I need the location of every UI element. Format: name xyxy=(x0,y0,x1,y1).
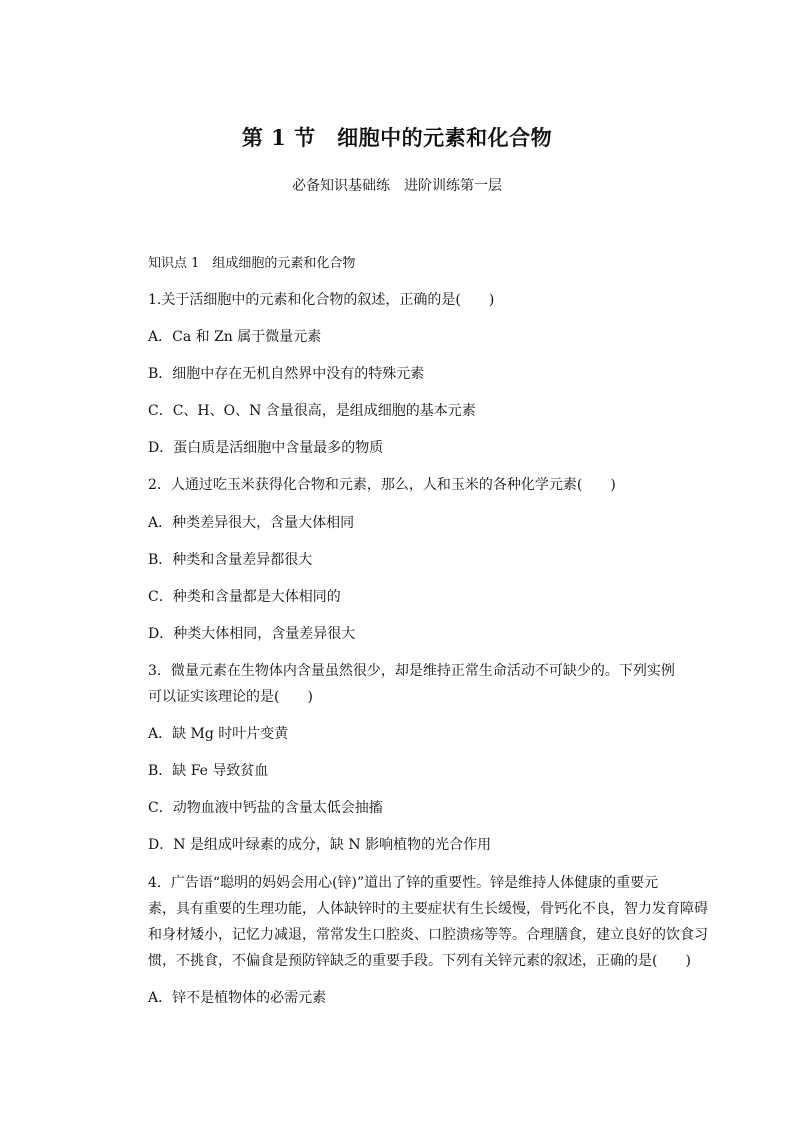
question-2-option-d: D．种类大体相同，含量差异很大 xyxy=(148,626,356,642)
question-4-stem-line-1: 4．广告语“聪明的妈妈会用心(锌)”道出了锌的重要性。锌是维持人体健康的重要元 xyxy=(148,875,659,891)
question-3-option-c: C．动物血液中钙盐的含量太低会抽搐 xyxy=(148,800,383,816)
question-4-stem-line-2: 素，具有重要的生理功能，人体缺锌时的主要症状有生长缓慢，骨钙化不良，智力发育障碍 xyxy=(148,901,708,917)
question-2-option-a: A．种类差异很大，含量大体相同 xyxy=(148,515,355,531)
question-1-option-d: D．蛋白质是活细胞中含量最多的物质 xyxy=(148,440,384,456)
question-3-option-d: D．N 是组成叶绿素的成分，缺 N 影响植物的光合作用 xyxy=(148,837,492,853)
question-3-stem-line-1: 3．微量元素在生物体内含量虽然很少，却是维持正常生命活动不可缺少的。下列实例 xyxy=(148,663,675,679)
question-2-option-c: C．种类和含量都是大体相同的 xyxy=(148,589,341,605)
question-1-option-a: A．Ca 和 Zn 属于微量元素 xyxy=(148,329,322,345)
question-1-option-b: B．细胞中存在无机自然界中没有的特殊元素 xyxy=(148,366,425,382)
question-2-option-b: B．种类和含量差异都很大 xyxy=(148,552,313,568)
question-4-stem-line-4: 惯，不挑食，不偏食是预防锌缺乏的重要手段。下列有关锌元素的叙述，正确的是( ) xyxy=(148,953,691,969)
question-1-stem: 1.关于活细胞中的元素和化合物的叙述，正确的是( ) xyxy=(148,292,495,308)
question-4-stem-line-3: 和身材矮小，记忆力减退，常常发生口腔炎、口腔溃疡等等。合理膳食，建立良好的饮食习 xyxy=(148,927,708,943)
page-title: 第 1 节 细胞中的元素和化合物 xyxy=(241,125,553,150)
question-4-option-a: A．锌不是植物体的必需元素 xyxy=(148,990,327,1006)
knowledge-point-heading: 知识点 1 组成细胞的元素和化合物 xyxy=(148,256,356,271)
question-3-stem-line-2: 可以证实该理论的是( ) xyxy=(148,689,313,705)
question-2-stem: 2．人通过吃玉米获得化合物和元素，那么，人和玉米的各种化学元素( ) xyxy=(148,477,616,493)
question-3-option-b: B．缺 Fe 导致贫血 xyxy=(148,763,269,779)
page-subtitle: 必备知识基础练 进阶训练第一层 xyxy=(292,178,502,194)
question-1-option-c: C．C、H、O、N 含量很高，是组成细胞的基本元素 xyxy=(148,403,476,419)
question-3-option-a: A．缺 Mg 时叶片变黄 xyxy=(148,726,289,742)
